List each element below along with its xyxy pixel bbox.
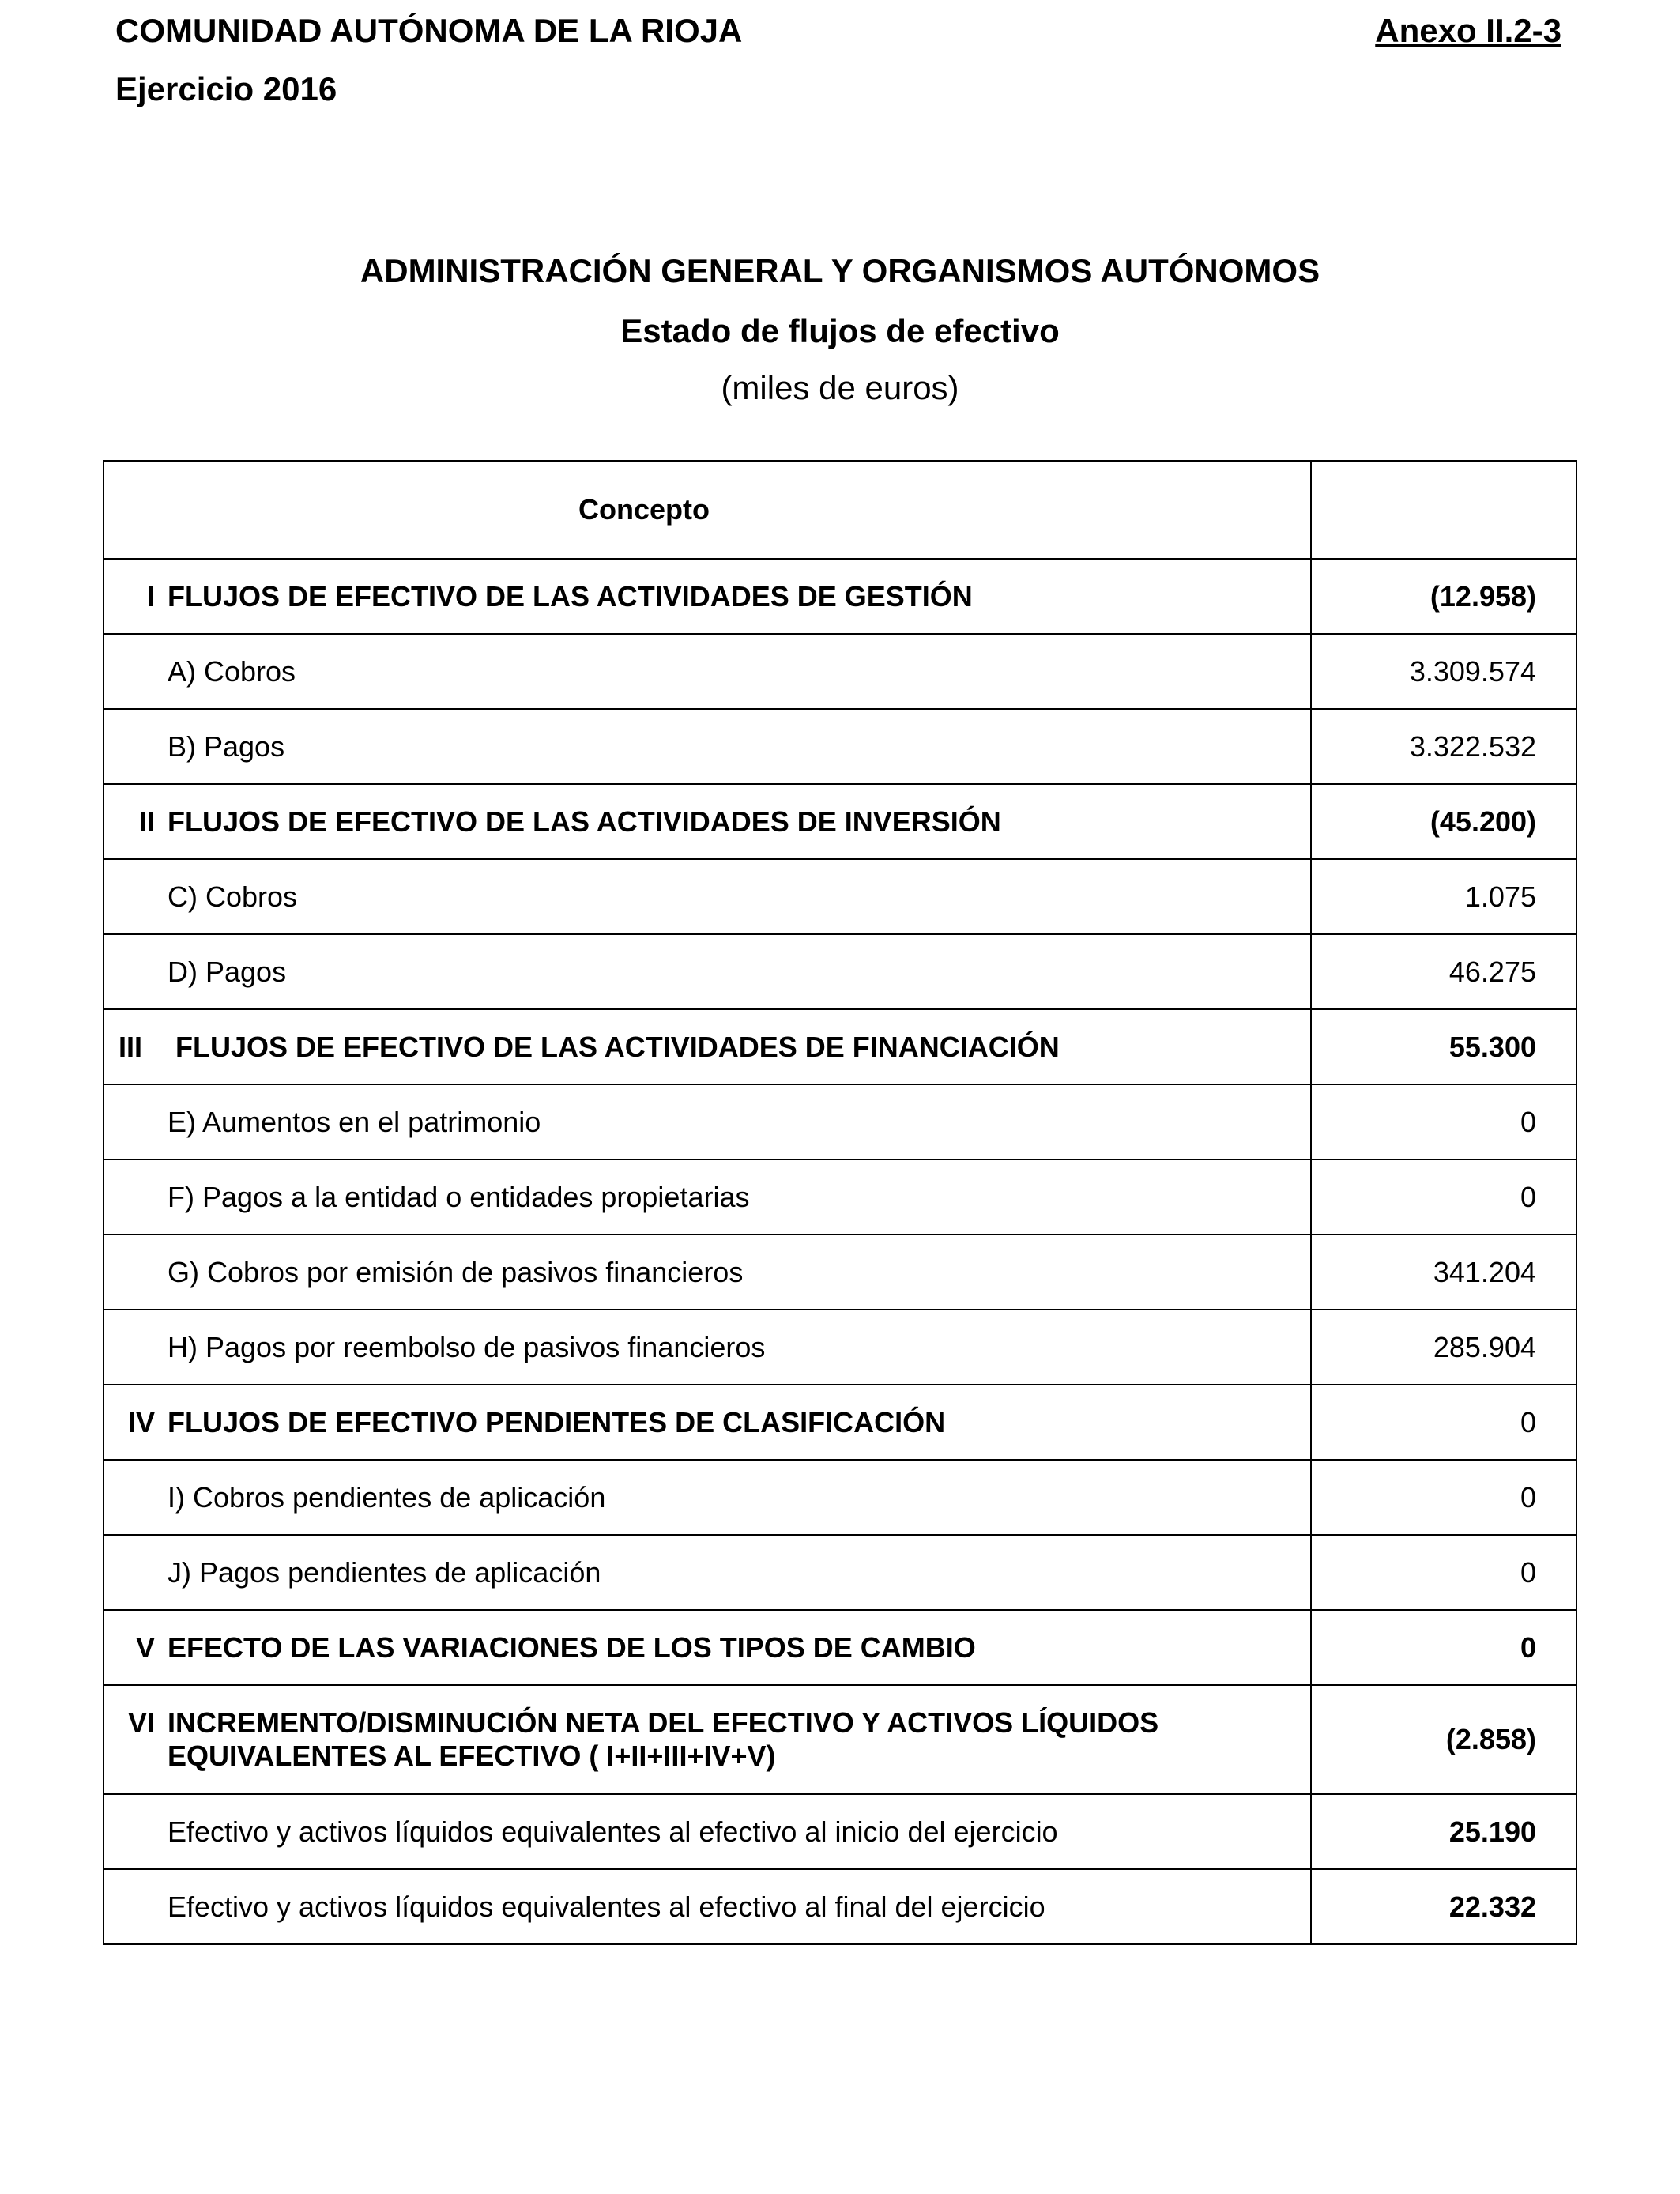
table-row <box>104 1869 1576 1944</box>
row-roman: I <box>146 579 155 613</box>
row-roman: IV <box>127 1405 155 1438</box>
table-row <box>104 634 1576 709</box>
row-label: D) Pagos <box>168 955 287 988</box>
header-annex: Anexo II.2-3 <box>1375 12 1561 49</box>
row-label: B) Pagos <box>168 729 285 763</box>
row-value: 0 <box>1311 1385 1576 1460</box>
row-value: 0 <box>1311 1610 1576 1685</box>
row-roman: V <box>135 1630 155 1664</box>
row-label-line1: INCREMENTO/DISMINUCIÓN NETA DEL EFECTIVO Y ACTIVOS LÍQUIDOS <box>168 1706 1159 1739</box>
row-value: 25.190 <box>1311 1794 1576 1869</box>
row-label: A) Cobros <box>168 654 296 688</box>
table-row <box>104 1685 1576 1794</box>
row-label: I) Cobros pendientes de aplicación <box>168 1480 606 1514</box>
row-value: 1.075 <box>1311 859 1576 934</box>
table-row <box>104 1310 1576 1385</box>
row-label: J) Pagos pendientes de aplicación <box>168 1555 601 1589</box>
row-label: Efectivo y activos líquidos equivalentes al efectivo al inicio del ejercicio <box>168 1815 1058 1848</box>
row-label: F) Pagos a la entidad o entidades propietarias <box>168 1180 750 1213</box>
row-value: (45.200) <box>1311 784 1576 859</box>
row-value: 46.275 <box>1311 934 1576 1009</box>
row-label: FLUJOS DE EFECTIVO DE LAS ACTIVIDADES DE INVERSIÓN <box>168 805 1001 838</box>
table-header-row <box>104 461 1576 559</box>
row-label: H) Pagos por reembolso de pasivos financieros <box>168 1330 766 1363</box>
row-label: EFECTO DE LAS VARIACIONES DE LOS TIPOS DE CAMBIO <box>168 1630 976 1664</box>
cash-flow-table <box>103 460 1577 1945</box>
table-row <box>104 1084 1576 1159</box>
page-subtitle: Estado de flujos de efectivo <box>620 312 1060 349</box>
row-roman: III <box>119 1030 143 1063</box>
row-value: 22.332 <box>1311 1869 1576 1944</box>
row-roman: II <box>138 805 155 838</box>
table-row <box>104 859 1576 934</box>
row-value: 3.309.574 <box>1311 634 1576 709</box>
row-label: Efectivo y activos líquidos equivalentes al efectivo al final del ejercicio <box>168 1890 1045 1923</box>
row-value: 0 <box>1311 1460 1576 1535</box>
row-label: FLUJOS DE EFECTIVO DE LAS ACTIVIDADES DE GESTIÓN <box>168 579 973 613</box>
table-row <box>104 1385 1576 1460</box>
header-concept: Concepto <box>578 493 710 526</box>
table-row <box>104 709 1576 784</box>
row-value: 285.904 <box>1311 1310 1576 1385</box>
header-org: COMUNIDAD AUTÓNOMA DE LA RIOJA <box>115 12 743 49</box>
row-label: G) Cobros por emisión de pasivos financieros <box>168 1255 744 1288</box>
table-row <box>104 1159 1576 1235</box>
row-label <box>168 1706 1310 1773</box>
row-value: 55.300 <box>1311 1009 1576 1084</box>
table-row <box>104 1235 1576 1310</box>
table-row <box>104 784 1576 859</box>
header-concept-cell <box>104 461 1311 559</box>
units-label: (miles de euros) <box>721 369 959 406</box>
header-value-cell <box>1311 461 1576 559</box>
table-row <box>104 1794 1576 1869</box>
row-label: C) Cobros <box>168 880 298 913</box>
row-value: 0 <box>1311 1159 1576 1235</box>
row-label: FLUJOS DE EFECTIVO DE LAS ACTIVIDADES DE FINANCIACIÓN <box>175 1030 1060 1063</box>
row-roman: VI <box>127 1706 155 1739</box>
row-value: 0 <box>1311 1084 1576 1159</box>
row-label: FLUJOS DE EFECTIVO PENDIENTES DE CLASIFICACIÓN <box>168 1405 946 1438</box>
table-row <box>104 1009 1576 1084</box>
table-row <box>104 1460 1576 1535</box>
row-value: (2.858) <box>1311 1685 1576 1794</box>
row-label: E) Aumentos en el patrimonio <box>168 1105 541 1138</box>
header-year: Ejercicio 2016 <box>115 70 337 107</box>
table-row <box>104 559 1576 634</box>
row-value: (12.958) <box>1311 559 1576 634</box>
row-value: 341.204 <box>1311 1235 1576 1310</box>
row-value: 0 <box>1311 1535 1576 1610</box>
table-row <box>104 1535 1576 1610</box>
table-row <box>104 934 1576 1009</box>
table-row <box>104 1610 1576 1685</box>
row-value: 3.322.532 <box>1311 709 1576 784</box>
row-label-line2: EQUIVALENTES AL EFECTIVO ( I+II+III+IV+V) <box>168 1740 776 1772</box>
page-title: ADMINISTRACIÓN GENERAL Y ORGANISMOS AUTÓNOMOS <box>360 252 1320 289</box>
